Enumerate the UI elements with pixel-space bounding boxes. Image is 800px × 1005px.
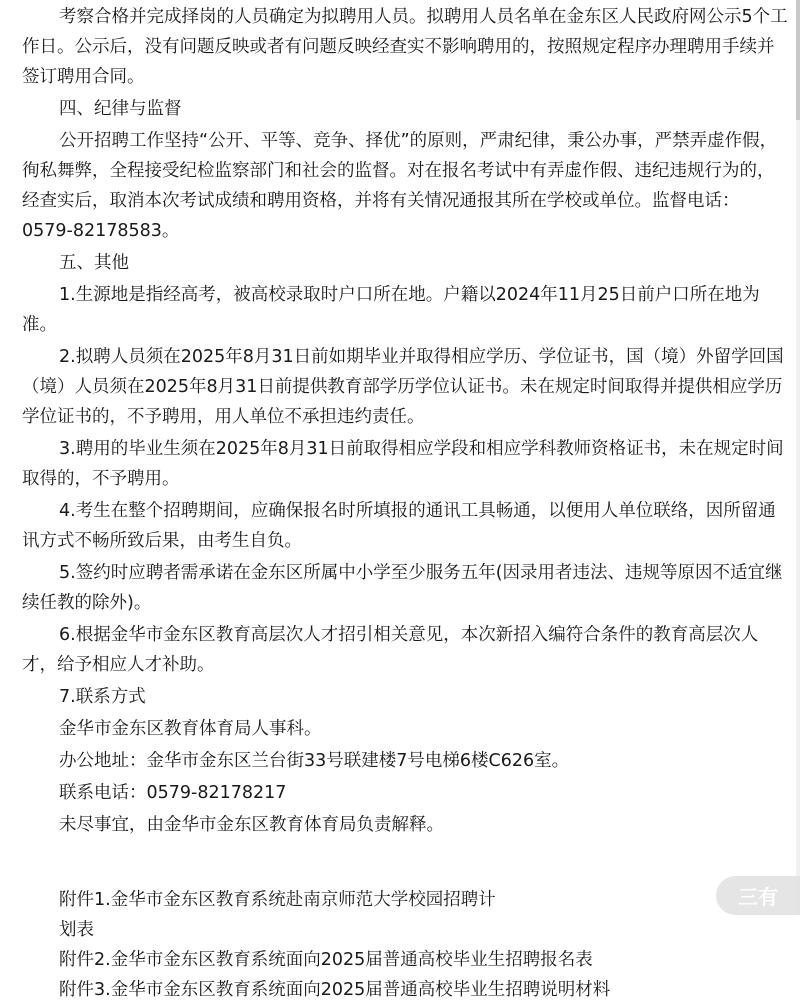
contact-phone: 联系电话：0579-82178217 [59, 783, 287, 803]
list-item-5: 5.签约时应聘者需承诺在金东区所属中小学至少服务五年(因录用者违法、违规等原因不适宜继续任教的除外)。 [22, 563, 783, 613]
section-heading-discipline: 四、纪律与监督 [59, 99, 182, 119]
paragraph-hiring-confirmation: 考察合格并完成择岗的人员确定为拟聘用人员。拟聘用人员名单在金东区人民政府网公示5个工作日。公示后，没有问题反映或者有问题反映经查实不影响聘用的，按照规定程序办理聘用手续并签订聘用合同。 [22, 7, 788, 87]
contact-address: 办公地址：金华市金东区兰台街33号联建楼7号电梯6楼C626室。 [59, 751, 570, 771]
attachment-2-link[interactable]: 附件2.金华市金东区教育系统面向2025届普通高校毕业生招聘报名表 [59, 950, 593, 970]
watermark-logo: 三有 [716, 876, 800, 915]
scrollbar[interactable] [796, 0, 800, 915]
document-body [22, 0, 790, 1005]
list-item-1: 1.生源地是指经高考，被高校录取时户口所在地。户籍以2024年11月25日前户口所在地为准。 [22, 285, 760, 335]
attachment-3-link[interactable]: 附件3.金华市金东区教育系统面向2025届普通高校毕业生招聘说明材料 [59, 980, 611, 1000]
list-item-3: 3.聘用的毕业生须在2025年8月31日前取得相应学段和相应学科教师资格证书，未在规定时间取得的，不予聘用。 [22, 439, 784, 489]
attachment-1-link-continued[interactable]: 划表 [59, 920, 94, 940]
paragraph-discipline: 公开招聘工作坚持“公开、平等、竞争、择优”的原则，严肃纪律，秉公办事，严禁弄虚作假，徇私舞弊，全程接受纪检监察部门和社会的监督。对在报名考试中有弄虚作假、违纪违规行为的，经查实后，取消本次考试成绩和聘用资格，并将有关情况通报其所在学校或单位。监督电话：0579-82178583。 [22, 131, 778, 241]
attachment-1-link[interactable]: 附件1.金华市金东区教育系统赴南京师范大学校园招聘计 [59, 890, 496, 910]
spacer [22, 840, 790, 885]
list-item-2: 2.拟聘人员须在2025年8月31日前如期毕业并取得相应学历、学位证书，国（境）外留学回国（境）人员须在2025年8月31日前提供教育部学历学位认证书。未在规定时间取得并提供相应学历学位证书的，不予聘用，用人单位不承担违约责任。 [22, 347, 784, 427]
scrollbar-thumb[interactable] [796, 0, 800, 120]
contact-department: 金华市金东区教育体育局人事科。 [59, 719, 322, 739]
list-item-6: 6.根据金华市金东区教育高层次人才招引相关意见，本次新招入编符合条件的教育高层次人才，给予相应人才补助。 [22, 625, 759, 675]
section-heading-other: 五、其他 [59, 253, 129, 273]
closing-note: 未尽事宜，由金华市金东区教育体育局负责解释。 [59, 815, 444, 835]
list-item-4: 4.考生在整个招聘期间，应确保报名时所填报的通讯工具畅通，以便用人单位联络，因所留通讯方式不畅所致后果，由考生自负。 [22, 501, 776, 551]
list-item-7: 7.联系方式 [59, 687, 146, 707]
